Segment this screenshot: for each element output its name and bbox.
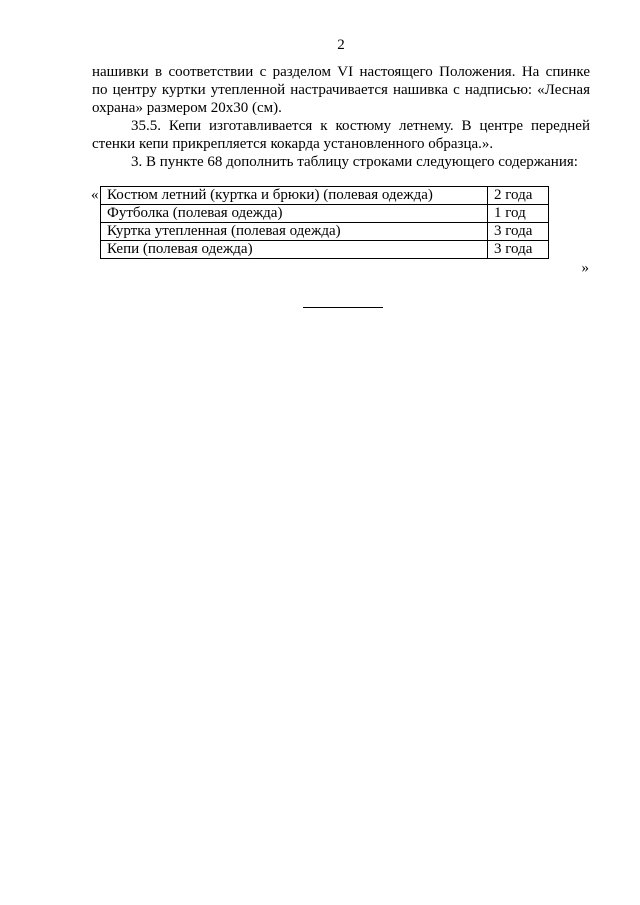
paragraph-amendment-3 [92, 153, 590, 171]
table-cell-item: Куртка утепленная (полевая одежда) [101, 223, 488, 241]
text-line: стенки кепи прикрепляется кокарда установленного образца.». [92, 136, 494, 152]
table-open-quote: « [91, 187, 99, 203]
text-line: нашивки в соответствии с разделом VI настоящего Положения. На спинке [92, 64, 590, 80]
text-line: 35.5. Кепи изготавливается к костюму летнему. В центре передней [131, 118, 590, 134]
end-separator-line [303, 307, 383, 308]
table-row [101, 223, 549, 241]
table-cell-term: 2 года [488, 187, 549, 205]
paragraph-continuation [92, 63, 590, 117]
table-row [101, 187, 549, 205]
text-line: по центру куртки утепленной настрачивается нашивка с надписью: «Лесная [92, 82, 590, 98]
table-close-quote: » [581, 260, 589, 276]
table-row [101, 205, 549, 223]
table-cell-item: Костюм летний (куртка и брюки) (полевая одежда) [101, 187, 488, 205]
table-cell-item: Футболка (полевая одежда) [101, 205, 488, 223]
paragraph-35-5 [92, 117, 590, 153]
table-row [101, 241, 549, 259]
table-cell-item: Кепи (полевая одежда) [101, 241, 488, 259]
table-cell-term: 3 года [488, 223, 549, 241]
text-line: охрана» размером 20х30 (см). [92, 100, 282, 116]
body-text [92, 63, 590, 171]
table-cell-term: 3 года [488, 241, 549, 259]
table-cell-term: 1 год [488, 205, 549, 223]
uniform-wear-term-table [100, 186, 549, 259]
text-line: 3. В пункте 68 дополнить таблицу строками следующего содержания: [131, 154, 578, 170]
page-number: 2 [337, 37, 345, 53]
